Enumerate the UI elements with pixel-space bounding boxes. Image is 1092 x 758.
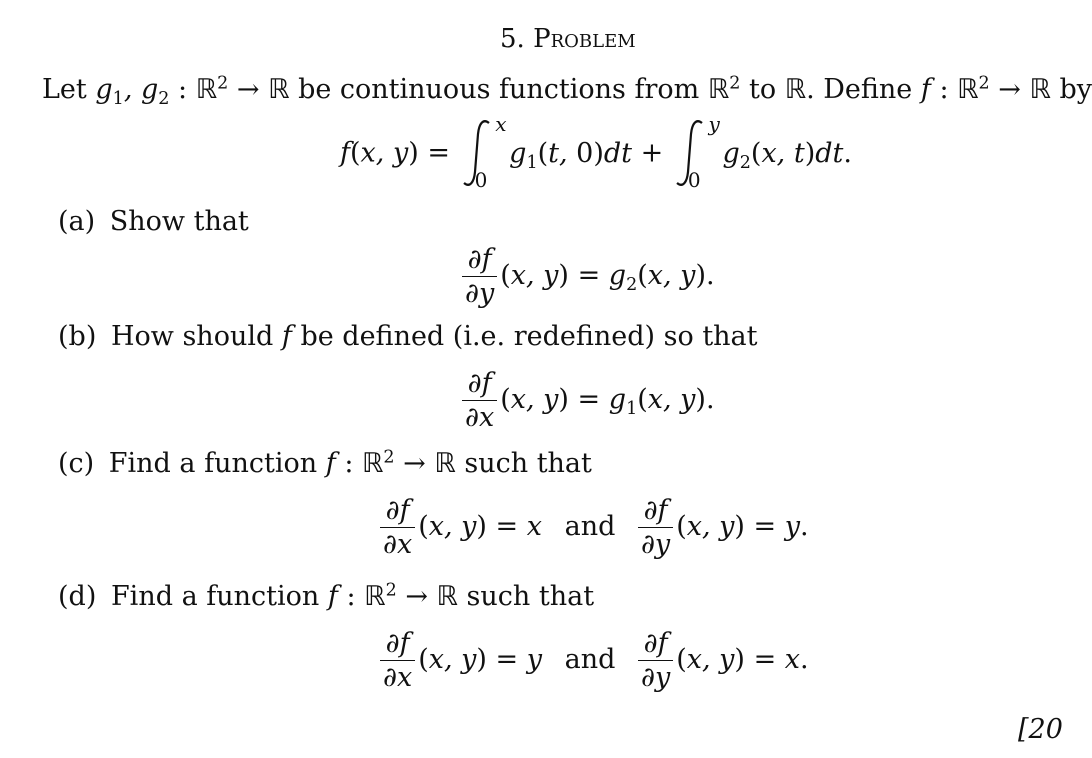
part-b-equation: $\frac{\partial f}{\partial x}$ (x, $y) = g_1(x$, y). — [462, 368, 715, 433]
g1-g2-symbol: $g_1$, $g_2$ — [95, 74, 170, 110]
intro-text-let: Let — [42, 74, 87, 105]
part-d-equation: $\frac{\partial f}{\partial x}$ (x, y) = y and $\frac{\partial f}{\partial y}$ (x, y) = x. — [380, 628, 809, 693]
part-a-label: (a) — [58, 206, 96, 237]
and-word: and — [564, 511, 616, 542]
section-number: 5. — [500, 24, 525, 54]
f-symbol: f — [920, 74, 931, 105]
section-heading — [500, 24, 636, 54]
and-word: and — [564, 644, 616, 675]
section-title: Problem — [533, 24, 636, 54]
part-c-label: (c) — [58, 448, 95, 479]
R-symbol: ℝ — [784, 74, 807, 105]
part-a-text: Show that — [109, 206, 249, 237]
part-d-label: (d) — [58, 581, 97, 612]
intro-text-by: by — [1059, 74, 1092, 105]
intro-text-continuous: be continuous functions from — [298, 74, 700, 105]
equals-sign: = — [427, 137, 450, 169]
marks-label: [20 — [1018, 714, 1063, 745]
intro-text-define: . Define — [806, 74, 913, 105]
part-a-prompt — [58, 206, 249, 237]
intro-text-to: to — [748, 74, 777, 105]
R-symbol: ℝ — [957, 74, 979, 105]
intro-line: Let $g_1$, $g_2$ : ℝ$^2$ → ℝ be continuous functions from ℝ$^2$ to ℝ. Define f : ℝ$^2$ → ℝ by — [42, 73, 1092, 110]
R-symbol: ℝ — [1029, 74, 1051, 105]
integral-sign: y 0 — [672, 118, 714, 188]
R-symbol: ℝ — [707, 74, 730, 105]
integral-sign: x 0 — [459, 118, 501, 188]
R-symbol: ℝ — [195, 74, 218, 105]
part-d-prompt: (d) Find a function f : ℝ$^2$ → ℝ such that — [58, 580, 595, 612]
R-symbol: ℝ — [268, 74, 290, 105]
part-c-equation: $\frac{\partial f}{\partial x}$ (x, y) = x and $\frac{\partial f}{\partial y}$ (x, y) = y. — [380, 495, 809, 560]
arrow-symbol: → — [236, 74, 260, 105]
part-b-prompt: (b) How should f be defined (i.e. redefined) so that — [58, 321, 758, 352]
definition-equation: f(x, y) = x 0 $g_1(t$, 0)dt + y 0 $g_2(x$, t)dt. — [340, 112, 852, 192]
part-b-label: (b) — [58, 321, 97, 352]
part-c-prompt: (c) Find a function f : ℝ$^2$ → ℝ such that — [58, 447, 592, 479]
part-a-equation: $\frac{\partial f}{\partial y}$ (x, $y) = g_2(x$, y). — [462, 244, 715, 309]
arrow-symbol: → — [998, 74, 1021, 105]
